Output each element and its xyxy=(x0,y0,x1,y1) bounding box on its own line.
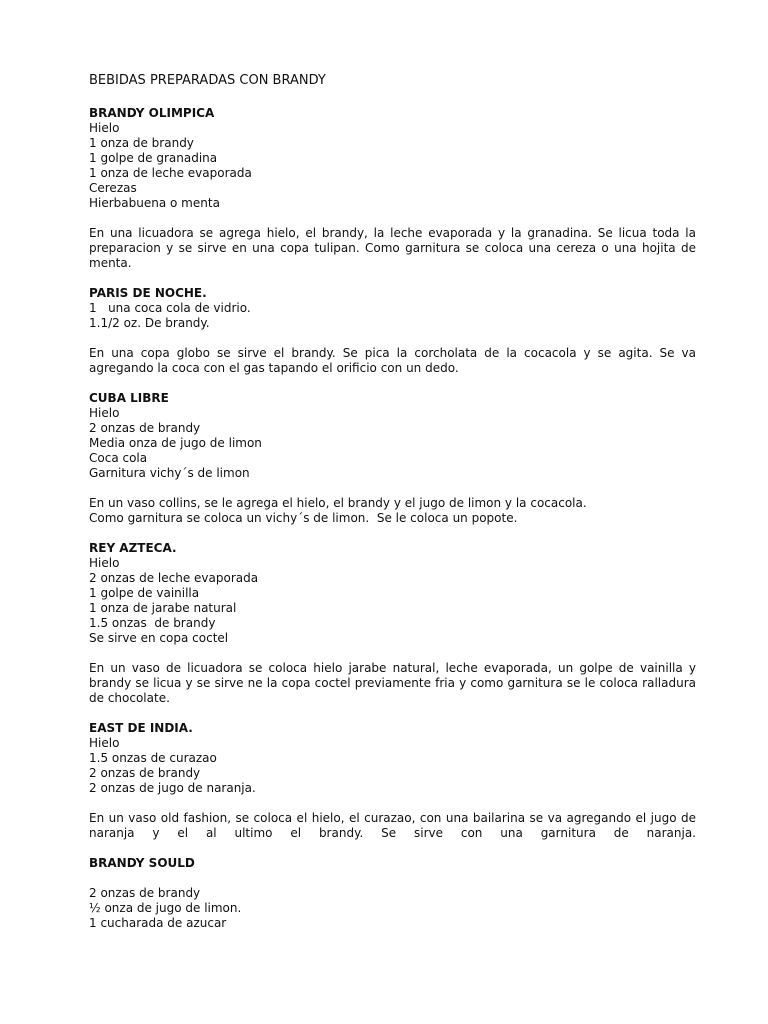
recipe-title: REY AZTECA. xyxy=(89,541,177,555)
ingredient-item: 1 golpe de granadina xyxy=(89,151,218,165)
ingredient-item: 2 onzas de brandy xyxy=(89,766,201,780)
ingredient-item: 1 golpe de vainilla xyxy=(89,586,200,600)
recipe-brandy-sould xyxy=(89,856,696,931)
ingredient-item: 2 onzas de leche evaporada xyxy=(89,571,259,585)
ingredient-item: 1 onza de brandy xyxy=(89,136,194,150)
recipe-rey-azteca xyxy=(89,541,696,706)
ingredient-list xyxy=(89,301,696,331)
ingredient-item: 1 onza de jarabe natural xyxy=(89,601,237,615)
recipe-instructions: En una licuadora se agrega hielo, el brandy, la leche evaporada y la granadina. Se licua toda la preparacion y se sirve en una copa tulipan. Como garnitura se coloca una cereza o una hojita de menta. xyxy=(89,226,696,270)
recipe-instructions: En una copa globo se sirve el brandy. Se pica la corcholata de la cocacola y se agita. Se va agregando la coca con el gas tapando el orificio con un dedo. xyxy=(89,346,696,375)
document-page xyxy=(89,73,696,946)
ingredient-list xyxy=(89,406,696,481)
recipe-brandy-olimpica xyxy=(89,106,696,271)
ingredient-item: Hielo xyxy=(89,736,120,750)
recipe-title: BRANDY OLIMPICA xyxy=(89,106,215,120)
instruction-text: En un vaso old fashion, se coloca el hielo, el curazao, con una bailarina se va agregando el jugo de naranja y el al ultimo el brandy. Se sirve con una garnitura de naranja. xyxy=(89,811,696,840)
ingredient-list xyxy=(89,556,696,646)
ingredient-list xyxy=(89,886,696,931)
recipe-title: CUBA LIBRE xyxy=(89,391,169,405)
ingredient-list xyxy=(89,121,696,211)
recipe-paris-de-noche xyxy=(89,286,696,376)
ingredient-item: 1.1/2 oz. De brandy. xyxy=(89,316,210,330)
ingredient-item: 2 onzas de brandy xyxy=(89,886,201,900)
recipe-east-de-india xyxy=(89,721,696,841)
ingredient-item: Se sirve en copa coctel xyxy=(89,631,229,645)
ingredient-item: 1.5 onzas de brandy xyxy=(89,616,216,630)
instruction-line: En un vaso collins, se le agrega el hielo, el brandy y el jugo de limon y la cocacola. xyxy=(89,496,587,510)
ingredient-item: 2 onzas de jugo de naranja. xyxy=(89,781,256,795)
recipe-title: PARIS DE NOCHE. xyxy=(89,286,207,300)
ingredient-item: Coca cola xyxy=(89,451,148,465)
ingredient-item: Hielo xyxy=(89,406,120,420)
ingredient-item: Media onza de jugo de limon xyxy=(89,436,262,450)
recipe-instructions xyxy=(89,496,696,526)
recipe-instructions xyxy=(89,811,696,841)
recipe-instructions: En un vaso de licuadora se coloca hielo jarabe natural, leche evaporada, un golpe de vainilla y brandy se licua y se sirve ne la copa coctel previamente fria y como garnitura se le coloca ralladura de chocolate. xyxy=(89,661,696,705)
instruction-line: Como garnitura se coloca un vichy´s de limon. Se le coloca un popote. xyxy=(89,511,518,525)
ingredient-item: Hielo xyxy=(89,556,120,570)
ingredient-item: ½ onza de jugo de limon. xyxy=(89,901,242,915)
ingredient-item: Cerezas xyxy=(89,181,137,195)
ingredient-item: Hierbabuena o menta xyxy=(89,196,220,210)
recipe-title: EAST DE INDIA. xyxy=(89,721,193,735)
ingredient-item: Hielo xyxy=(89,121,120,135)
document-title: BEBIDAS PREPARADAS CON BRANDY xyxy=(89,73,326,88)
ingredient-item: 1 una coca cola de vidrio. xyxy=(89,301,251,315)
recipe-cuba-libre xyxy=(89,391,696,526)
ingredient-item: 1.5 onzas de curazao xyxy=(89,751,217,765)
ingredient-item: 2 onzas de brandy xyxy=(89,421,201,435)
ingredient-item: 1 cucharada de azucar xyxy=(89,916,227,930)
ingredient-list xyxy=(89,736,696,796)
ingredient-item: 1 onza de leche evaporada xyxy=(89,166,252,180)
ingredient-item: Garnitura vichy´s de limon xyxy=(89,466,250,480)
blank-line xyxy=(89,871,696,886)
recipe-title: BRANDY SOULD xyxy=(89,856,195,870)
